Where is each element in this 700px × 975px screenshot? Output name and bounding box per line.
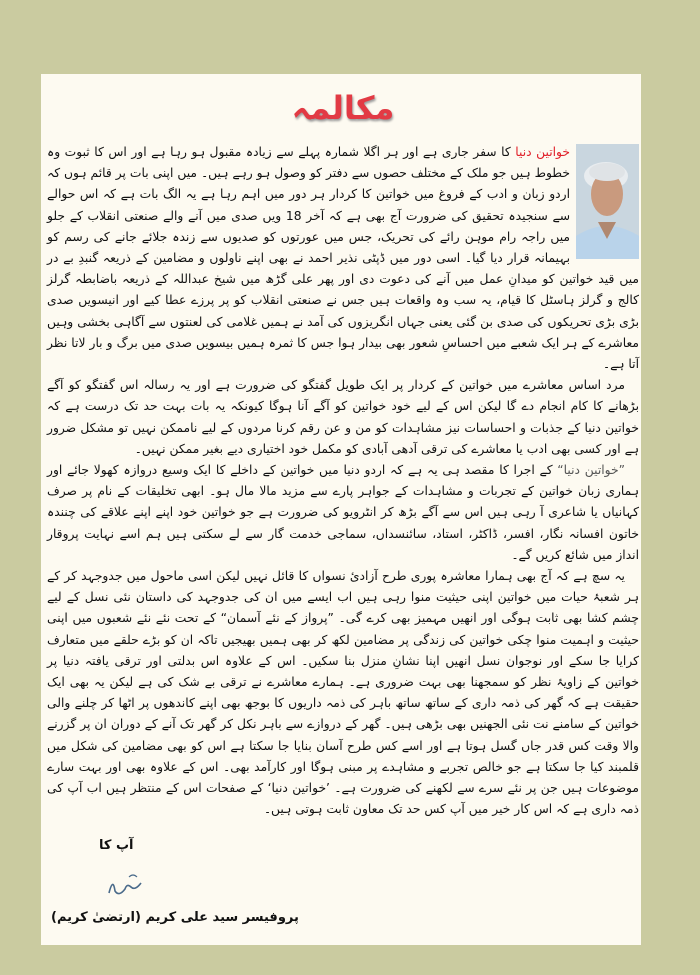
sign-off: آپ کا [99,837,134,853]
magazine-name-highlight: خواتین دنیا [515,145,570,159]
paragraph-intro: خواتین دنیا کا سفر جاری ہے اور ہر اگلا شمارہ پہلے سے زیادہ مقبول ہو رہا ہے اور اس کا ثبوت وہ خطوط ہیں جو ملک کے مختلف حصوں سے دفتر کو وصول ہو رہے ہیں۔ میں اپنی بات پر قائم ہوں کہ اردو زبان و ادب کے فروغ میں خواتین کا کردار ہر دور میں اہم رہا ہے یہ الگ بات ہے کہ اس حوالے سے سنجیدہ تحقیق کی ضرورت آج بھی ہے کہ آخر 18 ویں صدی میں آنے والے صنعتی انقلاب کے جلو میں راجہ رام موہن رائے کی تحریک، جس میں عورتوں کو صدیوں سے زندہ جلائے جانے کی رسم کو بہیمانہ قرار دیا گیا۔ اسی دور میں ڈپٹی نذیر احمد نے بھی اپنے ناولوں و مضامین کے ذریعہ گنبدِ بے در میں قید خواتین کو میدانِ عمل میں آنے کی دعوت دی اور پھر علی گڑھ میں شیخ عبداللہ کے ذریعہ باضابطہ گرلز کالج و گرلز ہاسٹل کا قیام، یہ سب وہ واقعات ہیں جس نے صنعتی انقلاب کو پر پرزے عطا کیے اور انیسویں صدی بڑی بڑی تحریکوں کی صدی بن گئی یعنی جہاں انگریزوں کی آمد نے ہمیں غلامی کی لعنتوں سے آگاہی بخشی وہیں معاشرے کے ہر ایک شعبے میں احساسِ شعور بھی بیدار ہوا جس کا ثمرہ ہمیں بیسویں صدی میں برگ و بار لاتا نظر آتا ہے۔ [47,145,639,372]
magazine-name-quote: ”خواتین دنیا“ [557,463,625,478]
author-portrait-icon [576,144,639,259]
signature-icon [105,871,145,899]
editorial-page [41,74,641,945]
author-photo [576,144,639,259]
author-name: پروفیسر سید علی کریم (ارتضیٰ کریم) [51,909,299,925]
paragraph-3: ”خواتین دنیا“ کے اجرا کا مقصد ہی یہ ہے کہ اردو دنیا میں خواتین کے داخلے کا ایک وسیع دروازہ کھولا جائے اور ہماری زبان خواتین کے تجربات و مشاہدات کے جواہر پارے سے مزید مالا مال ہو۔ ابھی تخلیقات کے نام پر صرف کہانیاں یا شاعری آ رہی ہیں اس سے آگے بڑھ کر انٹرویو کی ضرورت ہے جو خواتین خود اپنے اپنے علاقے کی چنندہ خاتون افسانہ نگار، افسر، ڈاکٹر، استاد، سائنسداں، سماجی خدمت گار سے لے سکتی ہیں ہم اسے نہایت پروقار انداز میں شائع کریں گے۔ [47,463,639,562]
closing-block [47,831,299,931]
paragraph-4: یہ سچ ہے کہ آج بھی ہمارا معاشرہ پوری طرح آزادیٔ نسواں کا قائل نہیں لیکن اسی ماحول میں جدوجہد کر کے ہر شعبۂ حیات میں خواتین اپنی حیثیت منوا رہی ہیں اب ایسے میں ان کی جدوجہد کی داستان نئی نسل کے لیے چشم کشا بھی ثابت ہوگی اور انھیں مہمیز بھی کرے گی۔ ”پرواز کے نئے آسمان“ کے تحت نئے نئے شعبوں میں اپنی حیثیت و اہمیت منوا چکی خواتین کی زندگی پر مضامین لکھ کر بھی ہمیں بھیجیں تاکہ ان کو بڑے حلقے میں متعارف کرایا جا سکے اور نوجوان نسل انھیں اپنا نشانِ منزل بنا سکیں۔ اس کے علاوہ اس بدلتی اور ترقی یافتہ دنیا پر خواتین کے زاویۂ نظر کو سمجھنا بھی بہت ضروری ہے۔ ہمارے معاشرے نے ترقی بے شک کی ہے لیکن یہ بھی ایک حقیقت ہے کہ گھر کی ذمہ داری کے ساتھ ساتھ باہر کی ذمہ داریوں کا بوجھ بھی اپنے کاندھوں پر اٹھا کر چلنے والی خواتین کے سامنے نت نئی الجھنیں بھی بڑھی ہیں۔ گھر کے دروازے سے باہر نکل کر گھر تک آنے کے دوران ان پر گزرنے والا وقت کس قدر جاں گسل ہوتا ہے اور اسے کس طرح آسان بنایا جا سکتا ہے اس کو بھی مضامین کی شکل میں قلمبند کیا جا سکتا ہے جو خالص تجربے و مشاہدے پر مبنی ہوگا اور کارآمد بھی۔ اس کے علاوہ بھی اور بہت سارے موضوعات ہیں جن پر نئے سرے سے لکھنے کی ضرورت ہے۔ ’خواتین دنیا‘ کے صفحات اس کے منتظر ہیں اب آپ کی ذمہ داری ہے کہ اس کار خیر میں آپ کس حد تک معاون ثابت ہوتی ہیں۔ [47,569,639,817]
editorial-body [47,142,639,821]
page-title: مکالمہ [291,89,395,127]
paragraph-2: مرد اساس معاشرے میں خواتین کے کردار پر ایک طویل گفتگو کی ضرورت ہے اور یہ رسالہ اس گفتگو کو آگے بڑھانے کا کام انجام دے گا لیکن اس کے لیے خود خواتین کو آگے آنا ہوگا کیونکہ یہ بات بہت حد تک درست ہے کہ خواتین دنیا کے جذبات و احساسات نیز مشاہدات کو من و عن رقم کرنا مردوں کے لیے ناممکن نہیں تو مشکل ضرور ہے اور کسی بھی ادب یا معاشرے کی ترقی آدھی آبادی کو مکمل خود اختیاری دیے بغیر ممکن نہیں۔ [47,378,639,456]
